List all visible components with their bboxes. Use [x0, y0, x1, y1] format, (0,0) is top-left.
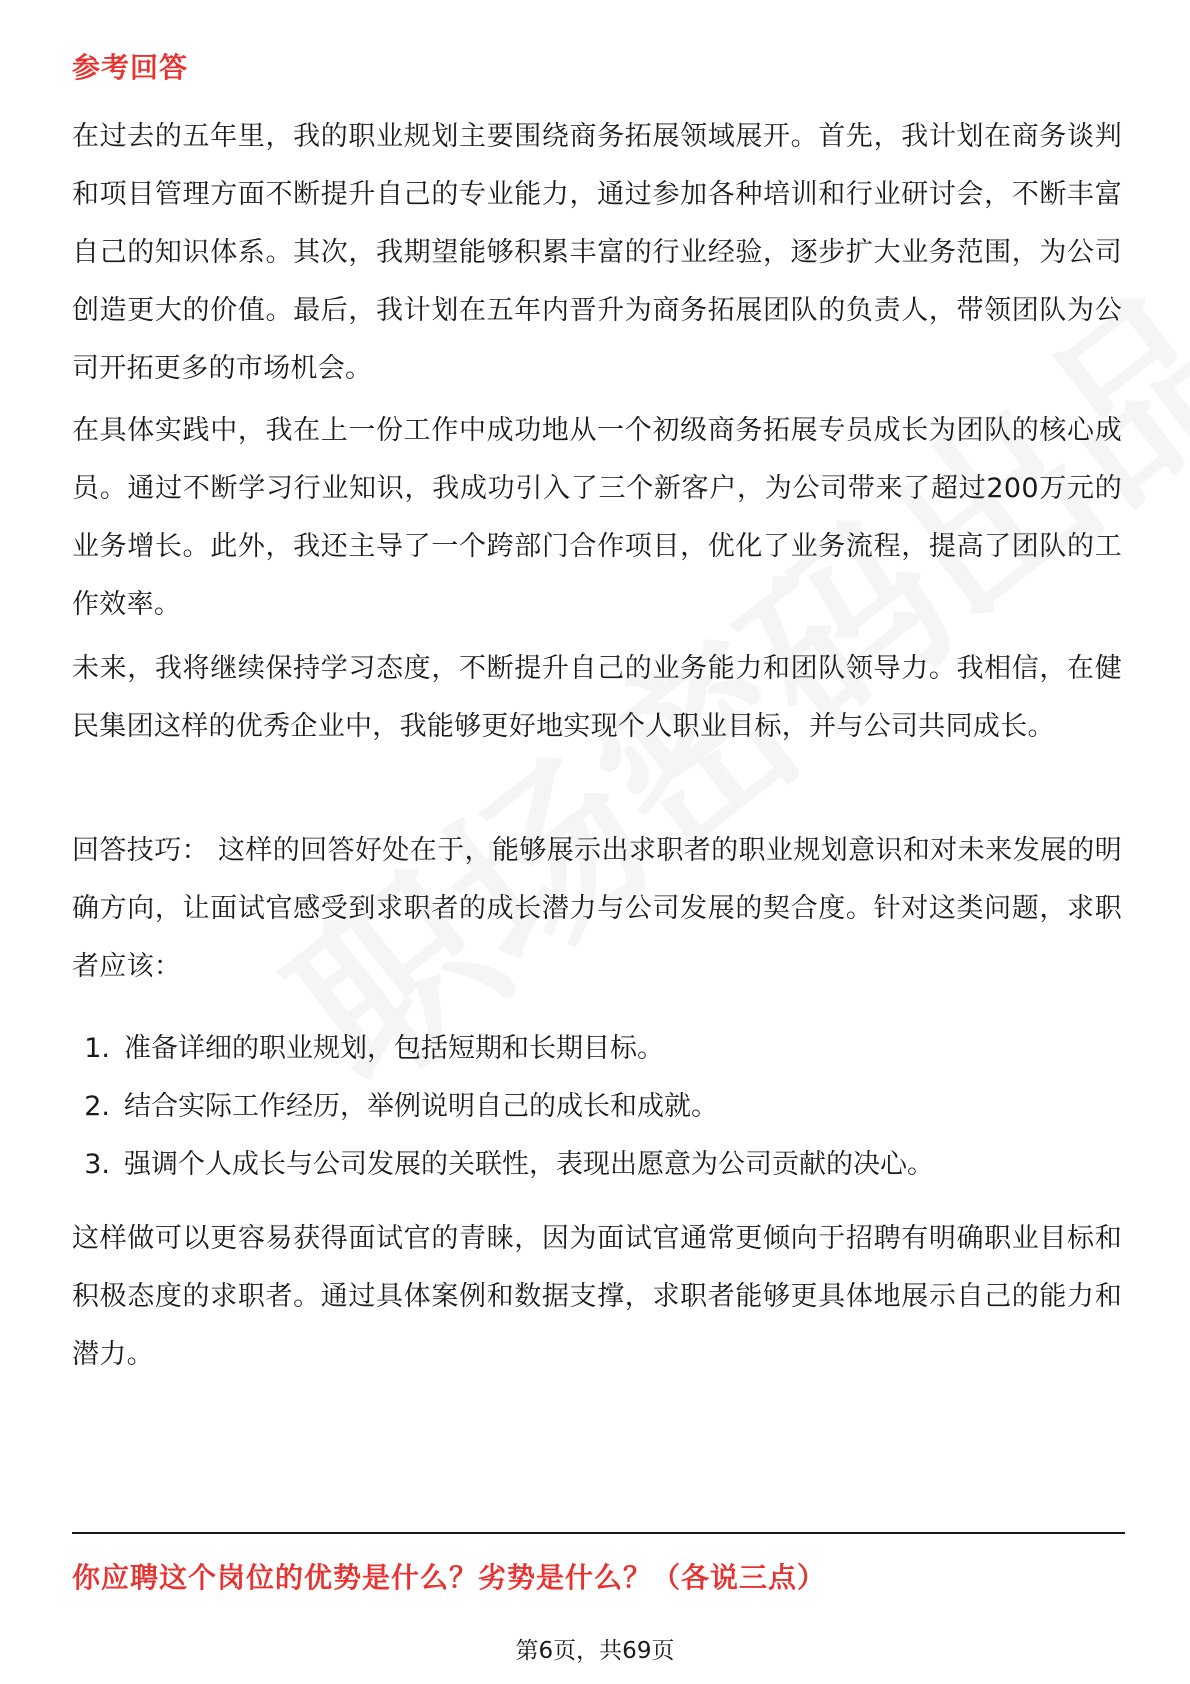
list-item-text: 结合实际工作经历，举例说明自己的成长和成就。 [124, 1091, 718, 1122]
list-item-number: 3. [84, 1149, 110, 1180]
next-question-heading: 你应聘这个岗位的优势是什么？劣势是什么？（各说三点） [72, 1561, 827, 1594]
list-item [72, 1078, 1122, 1136]
list-item-number: 1. [84, 1033, 110, 1064]
list-item [72, 1020, 1122, 1078]
tips-list [72, 1020, 1122, 1194]
page-number: 第6页，共69页 [515, 1638, 675, 1664]
answer-heading: 参考回答 [72, 51, 189, 84]
list-item [72, 1136, 1122, 1194]
tips-intro-paragraph: 回答技巧： 这样的回答好处在于，能够展示出求职者的职业规划意识和对未来发展的明确方向，让面试官感受到求职者的成长潜力与公司发展的契合度。针对这类问题，求职者应该： [72, 835, 1122, 982]
paragraph-1: 在过去的五年里，我的职业规划主要围绕商务拓展领域展开。首先，我计划在商务谈判和项目管理方面不断提升自己的专业能力，通过参加各种培训和行业研讨会，不断丰富自己的知识体系。其次，我期望能够积累丰富的行业经验，逐步扩大业务范围，为公司创造更大的价值。最后，我计划在五年内晋升为商务拓展团队的负责人，带领团队为公司开拓更多的市场机会。 [72, 121, 1122, 384]
paragraph-3: 未来，我将继续保持学习态度，不断提升自己的业务能力和团队领导力。我相信，在健民集团这样的优秀企业中，我能够更好地实现个人职业目标，并与公司共同成长。 [72, 653, 1122, 742]
closing-paragraph: 这样做可以更容易获得面试官的青睐，因为面试官通常更倾向于招聘有明确职业目标和积极态度的求职者。通过具体案例和数据支撑，求职者能够更具体地展示自己的能力和潜力。 [72, 1223, 1122, 1370]
list-item-number: 2. [84, 1091, 110, 1122]
paragraph-2: 在具体实践中，我在上一份工作中成功地从一个初级商务拓展专员成长为团队的核心成员。通过不断学习行业知识，我成功引入了三个新客户，为公司带来了超过200万元的业务增长。此外，我还主导了一个跨部门合作项目，优化了业务流程，提高了团队的工作效率。 [72, 415, 1122, 620]
section-divider [72, 1532, 1125, 1534]
list-item-text: 强调个人成长与公司发展的关联性，表现出愿意为公司贡献的决心。 [124, 1149, 934, 1180]
list-item-text: 准备详细的职业规划，包括短期和长期目标。 [124, 1033, 664, 1064]
